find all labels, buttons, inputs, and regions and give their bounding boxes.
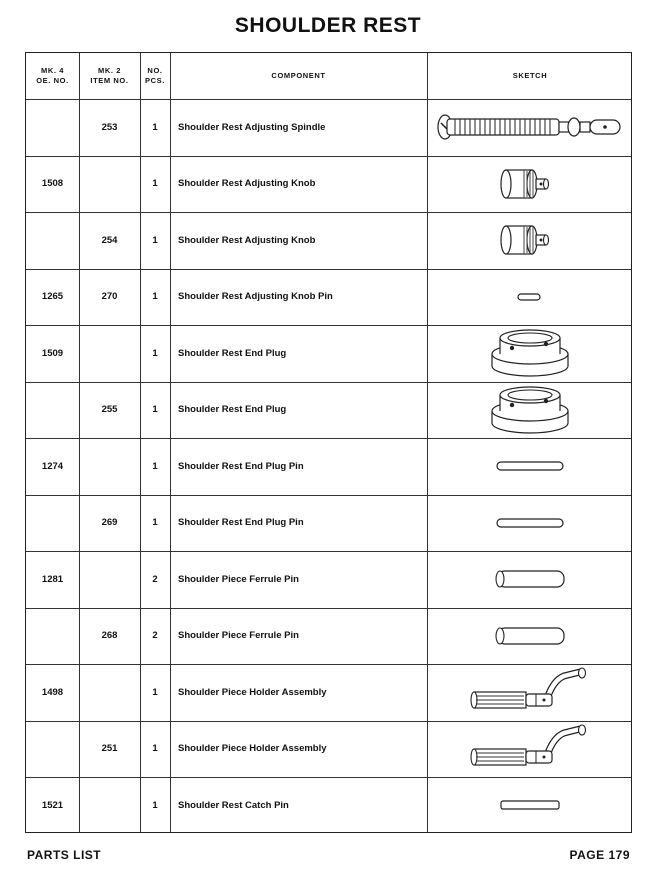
cell-mk4: 1274 [41, 460, 64, 472]
knob-sketch [500, 216, 560, 264]
cell-pcs: 1 [152, 517, 158, 529]
cell-component: Shoulder Piece Ferrule Pin [178, 630, 299, 642]
cell-mk4: 1509 [41, 347, 64, 359]
cell-mk2: 270 [101, 291, 118, 303]
cell-pcs: 1 [152, 743, 158, 755]
cell-component: Shoulder Rest End Plug Pin [178, 460, 304, 472]
parts-table [25, 52, 632, 833]
sketch-cell [427, 212, 633, 269]
footer-parts-list: PARTS LIST [27, 848, 102, 862]
cell-mk2 [79, 438, 140, 495]
holder-assembly-sketch [468, 666, 592, 718]
footer-page-number: PAGE 179 [569, 848, 630, 862]
cell-component: Shoulder Rest Adjusting Knob [178, 234, 316, 246]
cell-component: Shoulder Piece Holder Assembly [178, 743, 327, 755]
holder-assembly-sketch [468, 723, 592, 775]
cell-mk4: 1265 [41, 291, 64, 303]
header-mk2: MK. 2 ITEM NO. [90, 66, 129, 85]
ferrule-pin-sketch [492, 625, 568, 647]
cell-pcs: 1 [152, 234, 158, 246]
header-mk4: MK. 4 OE. NO. [36, 66, 69, 85]
cell-component: Shoulder Rest Adjusting Knob Pin [178, 291, 333, 303]
header-pcs: NO. PCS. [145, 66, 165, 85]
cell-pcs: 1 [152, 799, 158, 811]
cell-pcs: 2 [152, 573, 158, 585]
cell-component: Shoulder Piece Ferrule Pin [178, 573, 299, 585]
cell-pcs: 1 [152, 178, 158, 190]
sketch-cell [427, 495, 633, 552]
cell-mk2 [79, 325, 140, 382]
sketch-cell [427, 721, 633, 778]
sketch-cell [427, 269, 633, 326]
header-component: COMPONENT [271, 71, 326, 80]
spindle-sketch [435, 107, 625, 147]
sketch-cell [427, 325, 633, 382]
cell-component: Shoulder Rest End Plug [178, 347, 287, 359]
cell-pcs: 1 [152, 291, 158, 303]
end-plug-sketch [488, 326, 572, 380]
page-title: SHOULDER REST [234, 14, 422, 37]
sketch-cell [427, 156, 633, 213]
long-pin-sketch [494, 459, 566, 473]
cell-component: Shoulder Rest End Plug Pin [178, 517, 304, 529]
cell-pcs: 1 [152, 347, 158, 359]
knob-sketch [500, 160, 560, 208]
sketch-cell [427, 99, 633, 156]
cell-mk2 [79, 156, 140, 213]
cell-mk2: 269 [101, 517, 118, 529]
cell-component: Shoulder Rest End Plug [178, 404, 287, 416]
cell-mk2: 251 [101, 743, 118, 755]
cell-pcs: 1 [152, 686, 158, 698]
catch-pin-sketch [498, 798, 562, 812]
cell-mk2: 255 [101, 404, 118, 416]
cell-component: Shoulder Rest Adjusting Knob [178, 178, 316, 190]
cell-mk4 [26, 382, 79, 439]
cell-mk4: 1521 [41, 799, 64, 811]
cell-pcs: 1 [152, 404, 158, 416]
small-pin-sketch [515, 290, 545, 304]
cell-mk4: 1508 [41, 178, 64, 190]
ferrule-pin-sketch [492, 568, 568, 590]
cell-pcs: 2 [152, 630, 158, 642]
cell-mk4 [26, 721, 79, 778]
cell-mk4 [26, 495, 79, 552]
cell-mk2: 268 [101, 630, 118, 642]
cell-mk4 [26, 212, 79, 269]
sketch-cell [427, 664, 633, 721]
cell-mk4: 1281 [41, 573, 64, 585]
cell-mk2 [79, 551, 140, 608]
end-plug-sketch [488, 383, 572, 437]
cell-component: Shoulder Rest Catch Pin [178, 799, 289, 811]
cell-mk2: 254 [101, 234, 118, 246]
sketch-cell [427, 382, 633, 439]
cell-component: Shoulder Piece Holder Assembly [178, 686, 327, 698]
cell-mk2 [79, 664, 140, 721]
cell-mk4 [26, 608, 79, 665]
header-sketch: SKETCH [512, 71, 548, 80]
cell-pcs: 1 [152, 460, 158, 472]
sketch-cell [427, 608, 633, 665]
sketch-cell [427, 438, 633, 495]
cell-mk2: 253 [101, 121, 118, 133]
sketch-cell [427, 777, 633, 834]
cell-pcs: 1 [152, 121, 158, 133]
sketch-cell [427, 551, 633, 608]
long-pin-sketch [494, 516, 566, 530]
cell-mk4 [26, 99, 79, 156]
cell-mk2 [79, 777, 140, 834]
cell-component: Shoulder Rest Adjusting Spindle [178, 121, 326, 133]
cell-mk4: 1498 [41, 686, 64, 698]
